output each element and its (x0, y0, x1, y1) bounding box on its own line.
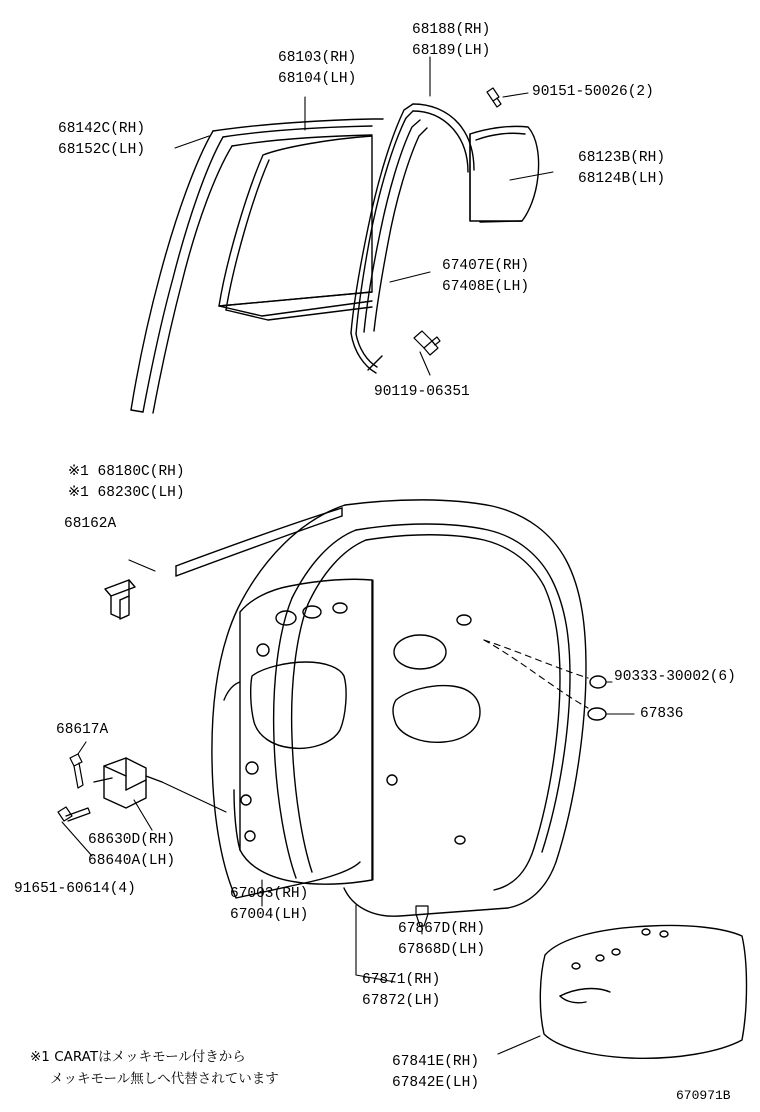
footnote-line-1: ※1 CARATはメッキモール付きから (30, 1049, 246, 1065)
label-seal-67871: 67871(RH) (362, 972, 441, 988)
label-glass-run-rh: 68142C(RH) (58, 121, 146, 137)
label-nut-30002: 90333-30002(6) (614, 669, 736, 685)
label-belt-moulding-rh: ※1 68180C(RH) (68, 464, 185, 480)
footnote-line-2: メッキモール無しへ代替されています (50, 1071, 279, 1087)
label-seal-67872: 67872(LH) (362, 993, 441, 1009)
label-clip-67867d: 67867D(RH) (398, 921, 486, 937)
label-clip-68162a: 68162A (64, 516, 117, 532)
label-quarter-glass-lh: 68124B(LH) (578, 171, 666, 187)
label-quarter-frame-rh: 68188(RH) (412, 22, 491, 38)
label-weatherstrip-rh: 67407E(RH) (442, 258, 530, 274)
label-screw-50026: 90151-50026(2) (532, 84, 654, 100)
label-cover-67841e: 67841E(RH) (392, 1054, 480, 1070)
label-pin-68617a: 68617A (56, 722, 109, 738)
label-screw-60614: 91651-60614(4) (14, 881, 136, 897)
label-door-panel-lh: 67004(LH) (230, 907, 309, 923)
label-plug-67836: 67836 (640, 706, 684, 722)
label-clip-67868d: 67868D(LH) (398, 942, 486, 958)
label-door-check-rh: 68630D(RH) (88, 832, 176, 848)
label-bolt-06351: 90119-06351 (374, 384, 470, 400)
label-glass-run-lh: 68152C(LH) (58, 142, 146, 158)
label-cover-67842e: 67842E(LH) (392, 1075, 480, 1091)
label-door-panel-rh: 67003(RH) (230, 886, 309, 902)
label-door-check-lh: 68640A(LH) (88, 853, 176, 869)
label-weatherstrip-lh: 67408E(LH) (442, 279, 530, 295)
label-quarter-glass-rh: 68123B(RH) (578, 150, 666, 166)
diagram-id-code: 670971B (676, 1088, 731, 1103)
label-belt-moulding-lh: ※1 68230C(LH) (68, 485, 185, 501)
label-door-glass-lh: 68104(LH) (278, 71, 357, 87)
label-door-glass-rh: 68103(RH) (278, 50, 357, 66)
label-quarter-frame-lh: 68189(LH) (412, 43, 491, 59)
